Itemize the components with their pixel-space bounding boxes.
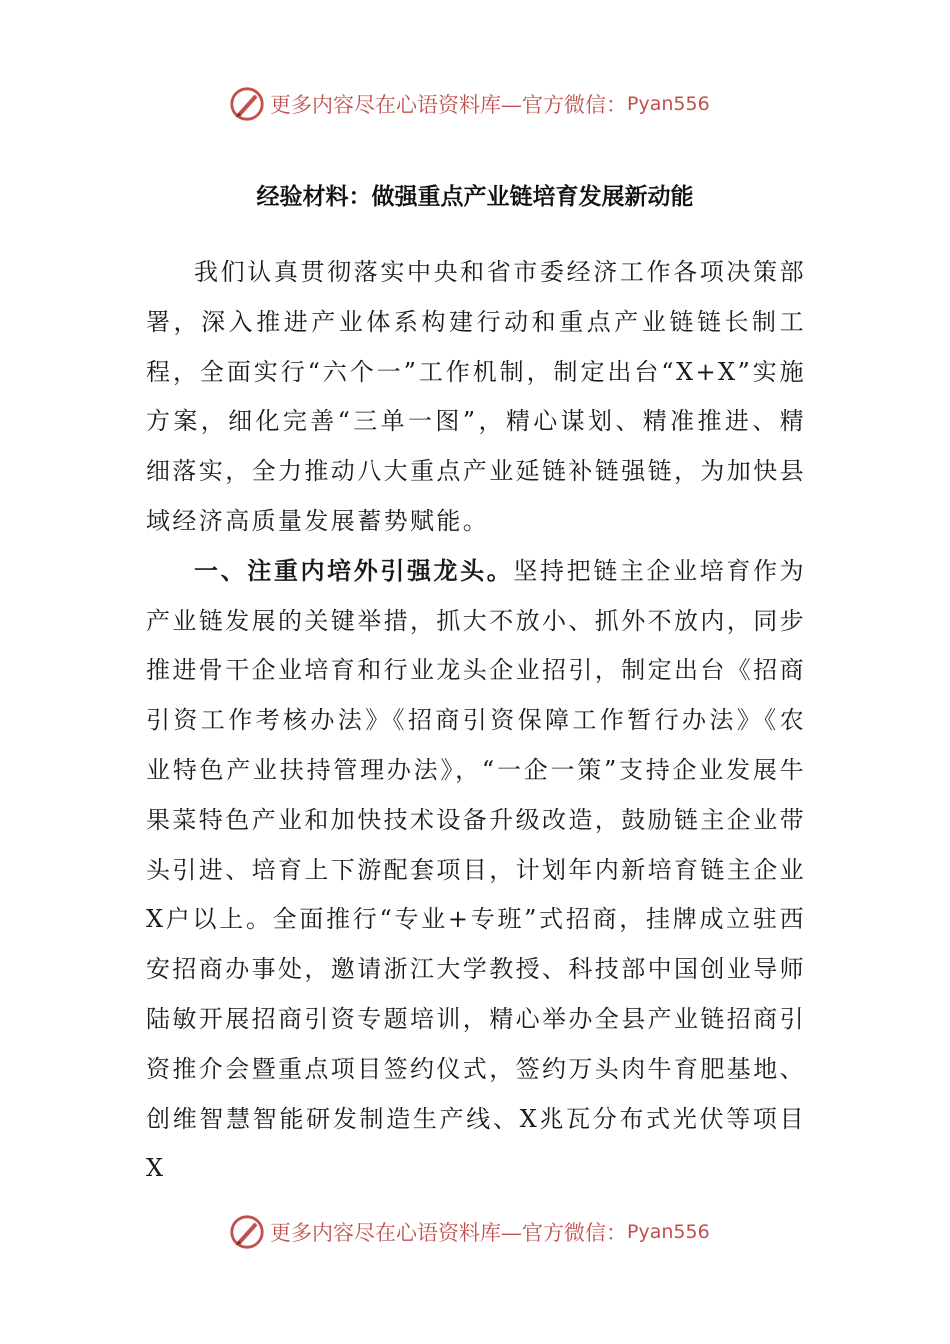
section-1-body: 坚持把链主企业培育作为产业链发展的关键举措，抓大不放小、抓外不放内，同步推进骨干企业培育和行业龙头企业招引，制定出台《招商引资工作考核办法》《招商引资保障工作暂行办法》《农业特色产业扶持管理办法》，“一企一策”支持企业发展牛果菜特色产业和加快技术设备升级改造，鼓励链主企业带头引进、培育上下游配套项目，计划年内新培育链主企业X户以上。全面推行“专业+专班”式招商，挂牌成立驻西安招商办事处，邀请浙江大学教授、科技部中国创业导师陆敏开展招商引资专题培训，精心举办全县产业链招商引资推介会暨重点项目签约仪式，签约万头肉牛育肥基地、创维智慧智能研发制造生产线、X兆瓦分布式光伏等项目X [146,556,806,1183]
watermark-wechat-id: Pyan556 [627,93,710,115]
watermark-text: 更多内容尽在心语资料库—官方微信： [270,93,627,117]
watermark-wechat-id: Pyan556 [627,1221,710,1243]
intro-paragraph: 我们认真贯彻落实中央和省市委经济工作各项决策部署，深入推进产业体系构建行动和重点产业链链长制工程，全面实行“六个一”工作机制，制定出台“X+X”实施方案，细化完善“三单一图”，精心谋划、精准推进、精细落实，全力推动八大重点产业延链补链强链，为加快县域经济高质量发展蓄势赋能。 [146,258,806,535]
section-1-heading: 一、注重内培外引强龙头。 [194,556,514,585]
section-1-paragraph [146,547,806,1194]
watermark-text: 更多内容尽在心语资料库—官方微信： [270,1221,627,1245]
header-watermark [228,84,748,124]
footer-watermark [228,1212,748,1252]
document-body [146,248,806,1194]
document-title: 经验材料：做强重点产业链培育发展新动能 [256,184,694,210]
pen-logo-icon [228,1213,266,1251]
pen-logo-icon [228,85,266,123]
